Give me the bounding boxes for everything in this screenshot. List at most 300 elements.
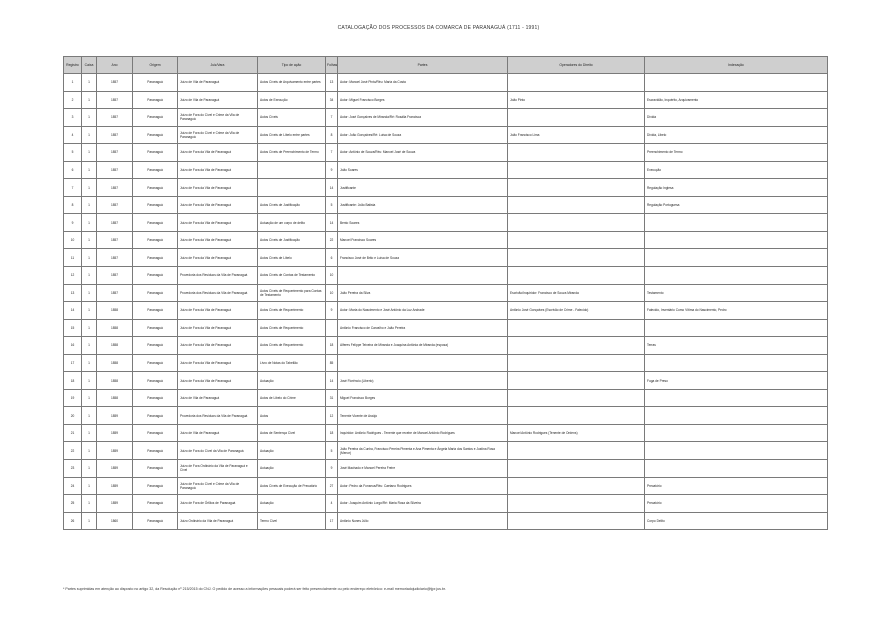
table-cell-juiz-vara: Juízo de Fora da Vila de Paranaguá xyxy=(178,179,258,197)
table-cell-partes: Autor: Joaquim Antônio Lorgo/Ré: Maria Rosa da Silveira xyxy=(338,495,508,513)
table-cell-caixa: 1 xyxy=(82,495,97,513)
table-cell-folhas: 27 xyxy=(326,477,338,495)
table-cell-registro: 9 xyxy=(64,214,82,232)
table-cell-ano: 1858 xyxy=(97,302,133,320)
table-cell-folhas: 13 xyxy=(326,74,338,92)
table-cell-caixa: 1 xyxy=(82,214,97,232)
column-header-operadores-do-direito: Operadores do Direito xyxy=(508,57,645,74)
table-cell-origem: Paranaguá xyxy=(133,267,178,285)
table-cell-registro: 14 xyxy=(64,302,82,320)
table-cell-juiz-vara: Juízo de Fora da Vila de Paranaguá xyxy=(178,214,258,232)
table-cell-origem: Paranaguá xyxy=(133,407,178,425)
table-cell-ano: 1857 xyxy=(97,179,133,197)
table-cell-origem: Paranaguá xyxy=(133,512,178,530)
table-cell-indexacao: Precatório xyxy=(645,495,828,513)
table-row xyxy=(64,284,828,302)
table-cell-ano: 1858 xyxy=(97,319,133,337)
table-cell-registro: 24 xyxy=(64,477,82,495)
table-cell-folhas: 17 xyxy=(326,512,338,530)
table-cell-folhas: 14 xyxy=(326,372,338,390)
table-cell-ano: 1858 xyxy=(97,372,133,390)
table-cell-tipo-de-acao: Autuação de um corpo de delito xyxy=(258,214,326,232)
table-cell-origem: Paranaguá xyxy=(133,144,178,162)
table-cell-juiz-vara: Juízo de Fora da Vila de Paranaguá xyxy=(178,372,258,390)
table-row xyxy=(64,231,828,249)
table-row xyxy=(64,249,828,267)
table-cell-operadores-do-direito xyxy=(508,179,645,197)
column-header-partes: Partes xyxy=(338,57,508,74)
table-cell-operadores-do-direito xyxy=(508,495,645,513)
table-cell-tipo-de-acao: Autos Cíveis de Libelo entre partes xyxy=(258,126,326,144)
table-cell-partes: Bento Soares xyxy=(338,214,508,232)
table-cell-partes: Autor: Miguel Francisco Borges xyxy=(338,91,508,109)
table-cell-caixa: 1 xyxy=(82,477,97,495)
table-cell-indexacao: Terras xyxy=(645,337,828,355)
table-cell-caixa: 1 xyxy=(82,196,97,214)
table-cell-indexacao xyxy=(645,354,828,372)
table-row xyxy=(64,179,828,197)
table-cell-operadores-do-direito: Antônio José Gonçalves (Escrivão de Crime - Falecido) xyxy=(508,302,645,320)
table-cell-operadores-do-direito: João Francisco Lima xyxy=(508,126,645,144)
document-title: CATALOGAÇÃO DOS PROCESSOS DA COMARCA DE PARANAGUÁ (1711 - 1991) xyxy=(337,25,540,31)
table-cell-operadores-do-direito: João Pinto xyxy=(508,91,645,109)
table-row xyxy=(64,424,828,442)
table-cell-caixa: 1 xyxy=(82,460,97,478)
table-cell-folhas: 18 xyxy=(326,424,338,442)
table-cell-operadores-do-direito xyxy=(508,214,645,232)
table-cell-ano: 1858 xyxy=(97,389,133,407)
table-cell-folhas: 34 xyxy=(326,91,338,109)
table-cell-ano: 1859 xyxy=(97,424,133,442)
table-cell-folhas: 31 xyxy=(326,389,338,407)
table-cell-indexacao: Execução xyxy=(645,161,828,179)
table-cell-caixa: 1 xyxy=(82,319,97,337)
table-cell-origem: Paranaguá xyxy=(133,354,178,372)
table-cell-folhas: 8 xyxy=(326,126,338,144)
table-cell-tipo-de-acao: Autuação xyxy=(258,460,326,478)
table-cell-caixa: 1 xyxy=(82,144,97,162)
column-header-ano: Ano xyxy=(97,57,133,74)
table-cell-operadores-do-direito xyxy=(508,354,645,372)
table-cell-caixa: 1 xyxy=(82,161,97,179)
table-cell-folhas: 7 xyxy=(326,144,338,162)
table-cell-partes: Manoel Francisco Soares xyxy=(338,231,508,249)
table-cell-caixa: 1 xyxy=(82,74,97,92)
table-cell-partes: Autor: João Gonçalves/Ré: Luísa de Souza xyxy=(338,126,508,144)
table-cell-partes: João Soares xyxy=(338,161,508,179)
table-cell-indexacao: Dívida xyxy=(645,109,828,127)
table-cell-tipo-de-acao: Autos Cíveis de Contas de Testamento xyxy=(258,267,326,285)
table-cell-folhas: 9 xyxy=(326,161,338,179)
catalog-table xyxy=(63,56,828,530)
table-cell-indexacao: Corpo Delito xyxy=(645,512,828,530)
table-cell-caixa: 1 xyxy=(82,267,97,285)
table-cell-partes xyxy=(338,354,508,372)
table-cell-registro: 15 xyxy=(64,319,82,337)
table-row xyxy=(64,267,828,285)
table-cell-juiz-vara: Juízo de Fora do Cível da Vila de Paranaguá xyxy=(178,442,258,460)
table-cell-caixa: 1 xyxy=(82,424,97,442)
table-cell-operadores-do-direito: Manoel Antônio Rodrigues (Tenente de Ordens) xyxy=(508,424,645,442)
table-cell-indexacao: Preenchimento de Termo xyxy=(645,144,828,162)
table-cell-partes: Autor: José Gonçalves de Miranda/Ré: Rosália Francisca xyxy=(338,109,508,127)
table-cell-juiz-vara: Provedoria dos Resíduos da Vila de Paranaguá xyxy=(178,407,258,425)
table-cell-registro: 2 xyxy=(64,91,82,109)
table-cell-partes: Francisco José de Brito e Luísa de Souza xyxy=(338,249,508,267)
table-cell-origem: Paranaguá xyxy=(133,284,178,302)
column-header-registro: Registro xyxy=(64,57,82,74)
table-cell-tipo-de-acao: Autos Cíveis de Execução de Precatório xyxy=(258,477,326,495)
table-cell-origem: Paranaguá xyxy=(133,477,178,495)
table-cell-operadores-do-direito xyxy=(508,477,645,495)
table-cell-juiz-vara: Juízo de Fora da Vila de Paranaguá xyxy=(178,337,258,355)
table-cell-origem: Paranaguá xyxy=(133,126,178,144)
table-cell-registro: 7 xyxy=(64,179,82,197)
table-cell-tipo-de-acao: Autos de Sentença Cível xyxy=(258,424,326,442)
table-cell-juiz-vara: Juízo de Fora Ordinário da Vila de Paranaguá e Cível xyxy=(178,460,258,478)
table-cell-folhas: 5 xyxy=(326,196,338,214)
table-cell-juiz-vara: Juízo Ordinário da Vila de Paranaguá xyxy=(178,512,258,530)
table-cell-origem: Paranaguá xyxy=(133,442,178,460)
table-row xyxy=(64,214,828,232)
table-cell-indexacao: Regulação Inglesa xyxy=(645,179,828,197)
table-cell-ano: 1857 xyxy=(97,161,133,179)
table-cell-juiz-vara: Juízo de Fora da Vila de Paranaguá xyxy=(178,302,258,320)
table-cell-indexacao xyxy=(645,442,828,460)
table-cell-registro: 16 xyxy=(64,337,82,355)
table-cell-operadores-do-direito xyxy=(508,372,645,390)
table-row xyxy=(64,91,828,109)
table-cell-partes: José Florêncio (Liberto) xyxy=(338,372,508,390)
table-cell-ano: 1857 xyxy=(97,109,133,127)
table-cell-registro: 18 xyxy=(64,372,82,390)
table-cell-juiz-vara: Juízo de Fora da Vila de Paranaguá xyxy=(178,249,258,267)
table-cell-folhas: 14 xyxy=(326,214,338,232)
table-cell-origem: Paranaguá xyxy=(133,249,178,267)
table-cell-tipo-de-acao: Autuação xyxy=(258,495,326,513)
table-cell-tipo-de-acao: Autos Cíveis de Requerimento xyxy=(258,319,326,337)
table-cell-folhas: 85 xyxy=(326,354,338,372)
table-row xyxy=(64,442,828,460)
table-cell-indexacao xyxy=(645,407,828,425)
table-cell-juiz-vara: Juízo de Vila de Paranaguá xyxy=(178,74,258,92)
table-cell-partes: Justificante xyxy=(338,179,508,197)
table-cell-ano: 1859 xyxy=(97,477,133,495)
table-cell-origem: Paranaguá xyxy=(133,302,178,320)
table-cell-origem: Paranaguá xyxy=(133,389,178,407)
table-cell-origem: Paranaguá xyxy=(133,179,178,197)
table-cell-tipo-de-acao: Autos de Execução xyxy=(258,91,326,109)
table-row xyxy=(64,389,828,407)
table-row xyxy=(64,407,828,425)
column-header-indexacao: Indexação xyxy=(645,57,828,74)
table-cell-tipo-de-acao: Autos Cíveis de Arquivamento entre partes xyxy=(258,74,326,92)
table-cell-folhas: 12 xyxy=(326,407,338,425)
table-cell-indexacao: Regulação Portuguesa xyxy=(645,196,828,214)
table-cell-caixa: 1 xyxy=(82,302,97,320)
table-cell-registro: 26 xyxy=(64,512,82,530)
table-cell-tipo-de-acao: Termo Cível xyxy=(258,512,326,530)
table-cell-indexacao xyxy=(645,267,828,285)
table-cell-juiz-vara: Juízo de Vila de Paranaguá xyxy=(178,91,258,109)
table-cell-operadores-do-direito xyxy=(508,267,645,285)
table-cell-ano: 1858 xyxy=(97,337,133,355)
table-cell-origem: Paranaguá xyxy=(133,319,178,337)
table-cell-registro: 17 xyxy=(64,354,82,372)
table-cell-ano: 1857 xyxy=(97,214,133,232)
table-cell-juiz-vara: Juízo de Fora da Vila de Paranaguá xyxy=(178,144,258,162)
table-cell-partes: Tenente Vicente de Araújo xyxy=(338,407,508,425)
table-cell-indexacao xyxy=(645,214,828,232)
table-cell-tipo-de-acao xyxy=(258,179,326,197)
table-cell-juiz-vara: Juízo de Vila de Paranaguá xyxy=(178,389,258,407)
table-cell-tipo-de-acao: Autos de Libelo do Crime xyxy=(258,389,326,407)
table-cell-caixa: 1 xyxy=(82,407,97,425)
table-cell-tipo-de-acao: Livro de Notas do Tabelião xyxy=(258,354,326,372)
table-cell-caixa: 1 xyxy=(82,284,97,302)
table-cell-ano: 1860 xyxy=(97,512,133,530)
table-cell-registro: 11 xyxy=(64,249,82,267)
table-cell-juiz-vara: Juízo de Fora da Vila de Paranaguá xyxy=(178,196,258,214)
table-cell-registro: 6 xyxy=(64,161,82,179)
table-cell-partes: Autor: Maria do Nascimento e José Antônio da Luz Andrade xyxy=(338,302,508,320)
table-cell-caixa: 1 xyxy=(82,512,97,530)
table-row xyxy=(64,460,828,478)
table-cell-tipo-de-acao: Autos Cíveis de Justificação xyxy=(258,231,326,249)
table-cell-origem: Paranaguá xyxy=(133,424,178,442)
table-cell-operadores-do-direito xyxy=(508,319,645,337)
table-cell-indexacao xyxy=(645,424,828,442)
table-row xyxy=(64,512,828,530)
table-cell-registro: 23 xyxy=(64,460,82,478)
table-cell-folhas xyxy=(326,319,338,337)
table-cell-caixa: 1 xyxy=(82,126,97,144)
table-cell-origem: Paranaguá xyxy=(133,231,178,249)
table-cell-juiz-vara: Juízo de Fora do Cível e Crime da Vila de Paranaguá xyxy=(178,477,258,495)
table-cell-operadores-do-direito xyxy=(508,231,645,249)
table-row xyxy=(64,109,828,127)
table-row xyxy=(64,74,828,92)
table-cell-tipo-de-acao: Autos Cíveis de Requerimento xyxy=(258,302,326,320)
table-cell-registro: 22 xyxy=(64,442,82,460)
table-row xyxy=(64,372,828,390)
table-cell-registro: 20 xyxy=(64,407,82,425)
table-cell-juiz-vara: Provedoria dos Resíduos da Vila de Paranaguá xyxy=(178,267,258,285)
table-cell-partes: José Machado e Manoel Pereira Freire xyxy=(338,460,508,478)
table-cell-juiz-vara: Juízo de Fora da Vila de Paranaguá xyxy=(178,354,258,372)
table-cell-caixa: 1 xyxy=(82,249,97,267)
table-cell-registro: 1 xyxy=(64,74,82,92)
table-cell-operadores-do-direito xyxy=(508,196,645,214)
table-body xyxy=(64,74,828,530)
table-cell-partes: Antônio Nunes Júlio xyxy=(338,512,508,530)
table-cell-tipo-de-acao: Autos Cíveis de Libelo xyxy=(258,249,326,267)
table-cell-juiz-vara: Juízo de Fora da Vila de Paranaguá xyxy=(178,161,258,179)
table-cell-indexacao: Precatório xyxy=(645,477,828,495)
table-cell-partes: Antônio Francisco de Carvalho e João Pereira xyxy=(338,319,508,337)
table-cell-operadores-do-direito xyxy=(508,74,645,92)
table-cell-partes: Autor: Antônio de Souza/Réu: Manoel José de Souza xyxy=(338,144,508,162)
table-row xyxy=(64,477,828,495)
table-header-row xyxy=(64,57,828,74)
table-cell-ano: 1859 xyxy=(97,495,133,513)
table-cell-juiz-vara: Juízo de Fora da Vila de Paranaguá xyxy=(178,231,258,249)
table-cell-juiz-vara: Juízo de Fora da Vila de Paranaguá xyxy=(178,319,258,337)
table-cell-ano: 1857 xyxy=(97,284,133,302)
table-cell-indexacao: Fuga de Preso xyxy=(645,372,828,390)
column-header-origem: Origem xyxy=(133,57,178,74)
table-cell-caixa: 1 xyxy=(82,109,97,127)
table-cell-indexacao: Escravidão, Inquérito, Arquivamento xyxy=(645,91,828,109)
table-cell-tipo-de-acao: Autos Cíveis xyxy=(258,109,326,127)
table-cell-registro: 12 xyxy=(64,267,82,285)
table-cell-operadores-do-direito xyxy=(508,442,645,460)
table-cell-operadores-do-direito xyxy=(508,144,645,162)
table-cell-origem: Paranaguá xyxy=(133,74,178,92)
table-cell-indexacao xyxy=(645,249,828,267)
table-cell-tipo-de-acao: Autuação xyxy=(258,372,326,390)
table-cell-caixa: 1 xyxy=(82,91,97,109)
table-cell-partes xyxy=(338,267,508,285)
table-cell-operadores-do-direito xyxy=(508,512,645,530)
table-cell-indexacao: Falecido, Inventário Como Vítima do Nascimento, Pedro xyxy=(645,302,828,320)
table-cell-partes: Inquiridor: Antônio Rodrigues - Tenente que recebe de Manoel Antônio Rodrigues xyxy=(338,424,508,442)
table-cell-registro: 25 xyxy=(64,495,82,513)
table-cell-partes: João Pereira da Cunha, Francisco Pereira Pimenta e Ana Pimenta e Ângela Maria dos Santos e Justina Rosa (Menor) xyxy=(338,442,508,460)
table-cell-juiz-vara: Juízo de Fora do Cível e Crime da Vila de Paranaguá xyxy=(178,109,258,127)
table-cell-juiz-vara: Juízo de Vila de Paranaguá xyxy=(178,424,258,442)
table-cell-ano: 1857 xyxy=(97,74,133,92)
table-cell-caixa: 1 xyxy=(82,389,97,407)
table-cell-origem: Paranaguá xyxy=(133,337,178,355)
footnote: * Partes suprimidas em atenção ao disposto no artigo 32, da Resolução nº 215/2015 do CNJ. O pedido de acesso a informações pessoais poderá ser feito presencialmente ou pelo endereço eletrônico: e-mail memoriadojudiciario@tjpr.jus.br. xyxy=(63,587,446,591)
table-row xyxy=(64,319,828,337)
table-cell-indexacao xyxy=(645,460,828,478)
table-cell-ano: 1857 xyxy=(97,231,133,249)
table-cell-ano: 1859 xyxy=(97,442,133,460)
table-cell-registro: 8 xyxy=(64,196,82,214)
table-cell-ano: 1859 xyxy=(97,460,133,478)
table-cell-ano: 1857 xyxy=(97,267,133,285)
table-cell-origem: Paranaguá xyxy=(133,109,178,127)
table-cell-registro: 21 xyxy=(64,424,82,442)
table-cell-origem: Paranaguá xyxy=(133,196,178,214)
table-cell-caixa: 1 xyxy=(82,337,97,355)
table-cell-tipo-de-acao: Autos Cíveis de Justificação xyxy=(258,196,326,214)
table-row xyxy=(64,161,828,179)
table-row xyxy=(64,354,828,372)
table-cell-ano: 1857 xyxy=(97,144,133,162)
table-cell-indexacao: Dívida, Libelo xyxy=(645,126,828,144)
table-cell-operadores-do-direito xyxy=(508,337,645,355)
table-row xyxy=(64,126,828,144)
table-cell-operadores-do-direito: Escrivão/Inquiridor: Francisco de Souza Miranda xyxy=(508,284,645,302)
table-cell-ano: 1857 xyxy=(97,196,133,214)
table-cell-folhas: 18 xyxy=(326,337,338,355)
table-cell-operadores-do-direito xyxy=(508,460,645,478)
column-header-caixa: Caixa xyxy=(82,57,97,74)
table-cell-folhas: 6 xyxy=(326,249,338,267)
table-cell-origem: Paranaguá xyxy=(133,91,178,109)
table-cell-origem: Paranaguá xyxy=(133,372,178,390)
table-row xyxy=(64,144,828,162)
table-cell-tipo-de-acao: Autos Cíveis de Requerimento xyxy=(258,337,326,355)
table-cell-folhas: 4 xyxy=(326,495,338,513)
table-cell-operadores-do-direito xyxy=(508,407,645,425)
table-cell-juiz-vara: Provedoria dos Resíduos da Vila de Paranaguá xyxy=(178,284,258,302)
table-cell-folhas: 10 xyxy=(326,267,338,285)
table-cell-ano: 1857 xyxy=(97,249,133,267)
table-cell-registro: 3 xyxy=(64,109,82,127)
table-cell-tipo-de-acao: Autuação xyxy=(258,442,326,460)
table-cell-registro: 10 xyxy=(64,231,82,249)
table-cell-caixa: 1 xyxy=(82,354,97,372)
table-cell-tipo-de-acao: Autos xyxy=(258,407,326,425)
table-cell-juiz-vara: Juízo de Fora do Cível e Crime da Vila de Paranaguá xyxy=(178,126,258,144)
table-cell-origem: Paranaguá xyxy=(133,214,178,232)
table-cell-ano: 1857 xyxy=(97,126,133,144)
table-cell-origem: Paranaguá xyxy=(133,495,178,513)
table-cell-ano: 1859 xyxy=(97,407,133,425)
table-cell-caixa: 1 xyxy=(82,231,97,249)
table-cell-registro: 4 xyxy=(64,126,82,144)
table-cell-operadores-do-direito xyxy=(508,161,645,179)
column-header-folhas: Folhas xyxy=(326,57,338,74)
table-cell-folhas: 22 xyxy=(326,231,338,249)
table-cell-caixa: 1 xyxy=(82,442,97,460)
table-cell-folhas: 10 xyxy=(326,284,338,302)
table-row xyxy=(64,337,828,355)
table-cell-folhas: 5 xyxy=(326,442,338,460)
table-cell-folhas: 9 xyxy=(326,460,338,478)
table-cell-partes: Alferes Felippe Teixeira de Miranda e Joaquina Antônia de Miranda (esposa) xyxy=(338,337,508,355)
table-cell-partes: Autor: Pedro da Fonseca/Réu: Caetano Rodrigues xyxy=(338,477,508,495)
table-cell-partes: Justificante: João Batista xyxy=(338,196,508,214)
table-cell-juiz-vara: Juízo de Fora de Órfãos de Paranaguá xyxy=(178,495,258,513)
column-header-tipo-de-acao: Tipo de ação xyxy=(258,57,326,74)
table-cell-indexacao xyxy=(645,231,828,249)
table-cell-operadores-do-direito xyxy=(508,389,645,407)
table-cell-tipo-de-acao xyxy=(258,161,326,179)
table-cell-partes: Autor: Manoel José Pinto/Réu: Maria da Costa xyxy=(338,74,508,92)
table-cell-tipo-de-acao: Autos Cíveis de Requerimento para Contas de Testamento xyxy=(258,284,326,302)
table-cell-folhas: 7 xyxy=(326,109,338,127)
table-cell-partes: Miguel Francisco Borges xyxy=(338,389,508,407)
table-row xyxy=(64,302,828,320)
table-cell-indexacao xyxy=(645,389,828,407)
table-cell-folhas: 9 xyxy=(326,302,338,320)
table-cell-registro: 19 xyxy=(64,389,82,407)
table-cell-operadores-do-direito xyxy=(508,109,645,127)
table-cell-indexacao xyxy=(645,74,828,92)
column-header-juiz-vara: Juiz/Vara xyxy=(178,57,258,74)
table-cell-indexacao: Testamento xyxy=(645,284,828,302)
table-cell-tipo-de-acao: Autos Cíveis de Preenchimento de Termo xyxy=(258,144,326,162)
table-cell-operadores-do-direito xyxy=(508,249,645,267)
table-cell-caixa: 1 xyxy=(82,372,97,390)
table-cell-partes: João Pereira da Silva xyxy=(338,284,508,302)
table-cell-origem: Paranaguá xyxy=(133,460,178,478)
table-cell-indexacao xyxy=(645,319,828,337)
table-row xyxy=(64,196,828,214)
table-cell-folhas: 14 xyxy=(326,179,338,197)
table-cell-ano: 1858 xyxy=(97,354,133,372)
table-cell-caixa: 1 xyxy=(82,179,97,197)
table-cell-registro: 13 xyxy=(64,284,82,302)
table-cell-origem: Paranaguá xyxy=(133,161,178,179)
table-cell-registro: 5 xyxy=(64,144,82,162)
table-cell-ano: 1857 xyxy=(97,91,133,109)
